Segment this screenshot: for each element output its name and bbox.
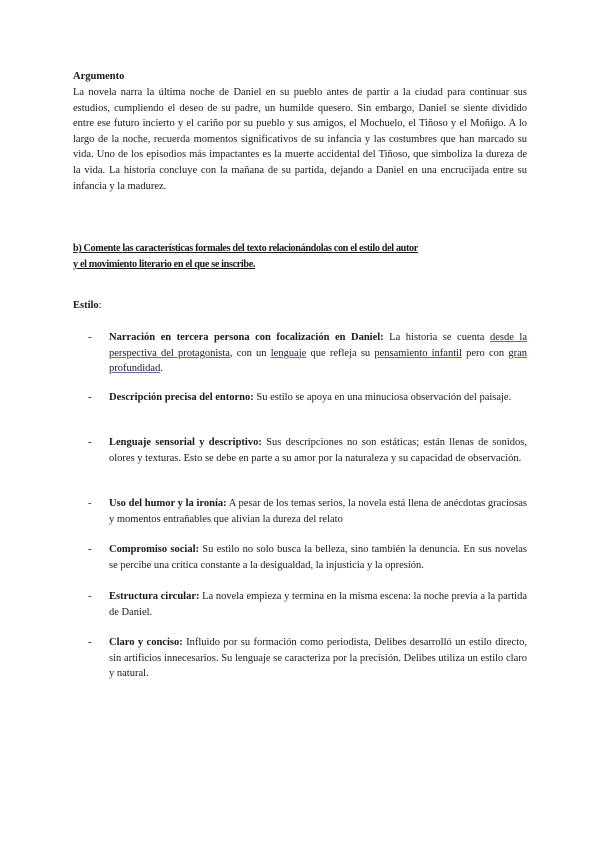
list-dash: - bbox=[88, 332, 92, 343]
item-text: Su estilo se apoya en una minuciosa observación del paisaje. bbox=[253, 392, 512, 403]
list-dash: - bbox=[88, 437, 92, 448]
item-body bbox=[109, 542, 527, 573]
underlined-phrase: desde la perspectiva del protagonista bbox=[109, 332, 527, 359]
item-term: Claro y conciso: bbox=[109, 637, 183, 648]
estilo-label-colon: : bbox=[98, 300, 102, 311]
estilo-item-claro bbox=[88, 635, 527, 682]
list-dash: - bbox=[88, 498, 92, 509]
item-text-part: que refleja su bbox=[306, 347, 375, 359]
item-term: Compromiso social: bbox=[109, 544, 199, 555]
item-text: A pesar de los temas serios, la novela está llena de anécdotas graciosas y momentos entrañables que alivian la dureza del relato bbox=[109, 498, 527, 525]
item-text-part: , con un bbox=[229, 347, 271, 359]
estilo-item-lenguaje bbox=[88, 435, 527, 466]
estilo-item-descripcion bbox=[88, 390, 527, 406]
list-dash: - bbox=[88, 637, 92, 648]
item-text: Influido por su formación como periodista, Delibes desarrolló un estilo directo, sin artificios innecesarios. Su lenguaje se caracteriza por la precisión. Delibes utiliza un estilo claro y natural. bbox=[109, 637, 527, 679]
item-text-part: . bbox=[160, 363, 163, 374]
item-term: Estructura circular: bbox=[109, 591, 200, 602]
estilo-label-text: Estilo bbox=[73, 300, 99, 311]
list-dash: - bbox=[88, 591, 92, 602]
item-term: Uso del humor y la ironía: bbox=[109, 498, 227, 509]
estilo-item-humor bbox=[88, 496, 527, 527]
list-dash: - bbox=[88, 392, 92, 403]
question-line-2: y el movimiento literario en el que se inscribe. bbox=[73, 259, 256, 270]
item-body bbox=[109, 390, 527, 406]
estilo-item-narracion bbox=[88, 330, 527, 377]
question-line-1: b) Comente las características formales del texto relacionándolas con el estilo del autor bbox=[73, 243, 418, 254]
item-text-part: pero con bbox=[461, 347, 509, 359]
estilo-item-compromiso bbox=[88, 542, 527, 573]
estilo-item-estructura bbox=[88, 589, 527, 620]
item-text: Sus descripciones no son estáticas; están llenas de sonidos, olores y texturas. Esto se debe en parte a su amor por la naturaleza y su capacidad de observación. bbox=[109, 437, 527, 464]
item-text-part: La historia se cuenta bbox=[383, 332, 490, 343]
item-body bbox=[109, 589, 527, 620]
item-body bbox=[109, 435, 527, 466]
item-text: La novela empieza y termina en la misma escena: la noche previa a la partida de Daniel. bbox=[109, 591, 527, 618]
item-body bbox=[109, 496, 527, 527]
item-term: Lenguaje sensorial y descriptivo: bbox=[109, 437, 262, 448]
estilo-label bbox=[73, 300, 102, 311]
argumento-heading: Argumento bbox=[73, 71, 125, 82]
item-term: Descripción precisa del entorno: bbox=[109, 392, 254, 403]
underlined-phrase: gran profundidad bbox=[109, 347, 527, 374]
item-text: Su estilo no solo busca la belleza, sino también la denuncia. En sus novelas se percibe una crítica constante a la desigualdad, la injusticia y la opresión. bbox=[109, 544, 528, 571]
underlined-phrase: pensamiento infantil bbox=[374, 347, 462, 359]
underlined-phrase: lenguaje bbox=[270, 347, 307, 359]
question-heading bbox=[73, 241, 418, 273]
argumento-paragraph: La novela narra la última noche de Daniel en su pueblo antes de partir a la ciudad para continuar sus estudios, cumpliendo el deseo de su padre, un humilde quesero. Sin embargo, Daniel se siente dividido entre ese futuro incierto y el cariño por su pueblo y sus amigos, el Mochuelo, el Tiñoso y el Moñigo. A lo largo de la noche, recuerda momentos significativos de su infancia y las costumbres que han marcado su vida. Uno de los episodios más impactantes es la muerte accidental del Tiñoso, que simboliza la dureza de la vida. La historia concluye con la mañana de su partida, dejando a Daniel en una encrucijada entre su infancia y la madurez. bbox=[73, 87, 527, 192]
list-dash: - bbox=[88, 544, 92, 555]
item-body bbox=[109, 635, 527, 682]
item-body bbox=[109, 330, 527, 377]
item-term: Narración en tercera persona con focalización en Daniel: bbox=[109, 332, 384, 343]
